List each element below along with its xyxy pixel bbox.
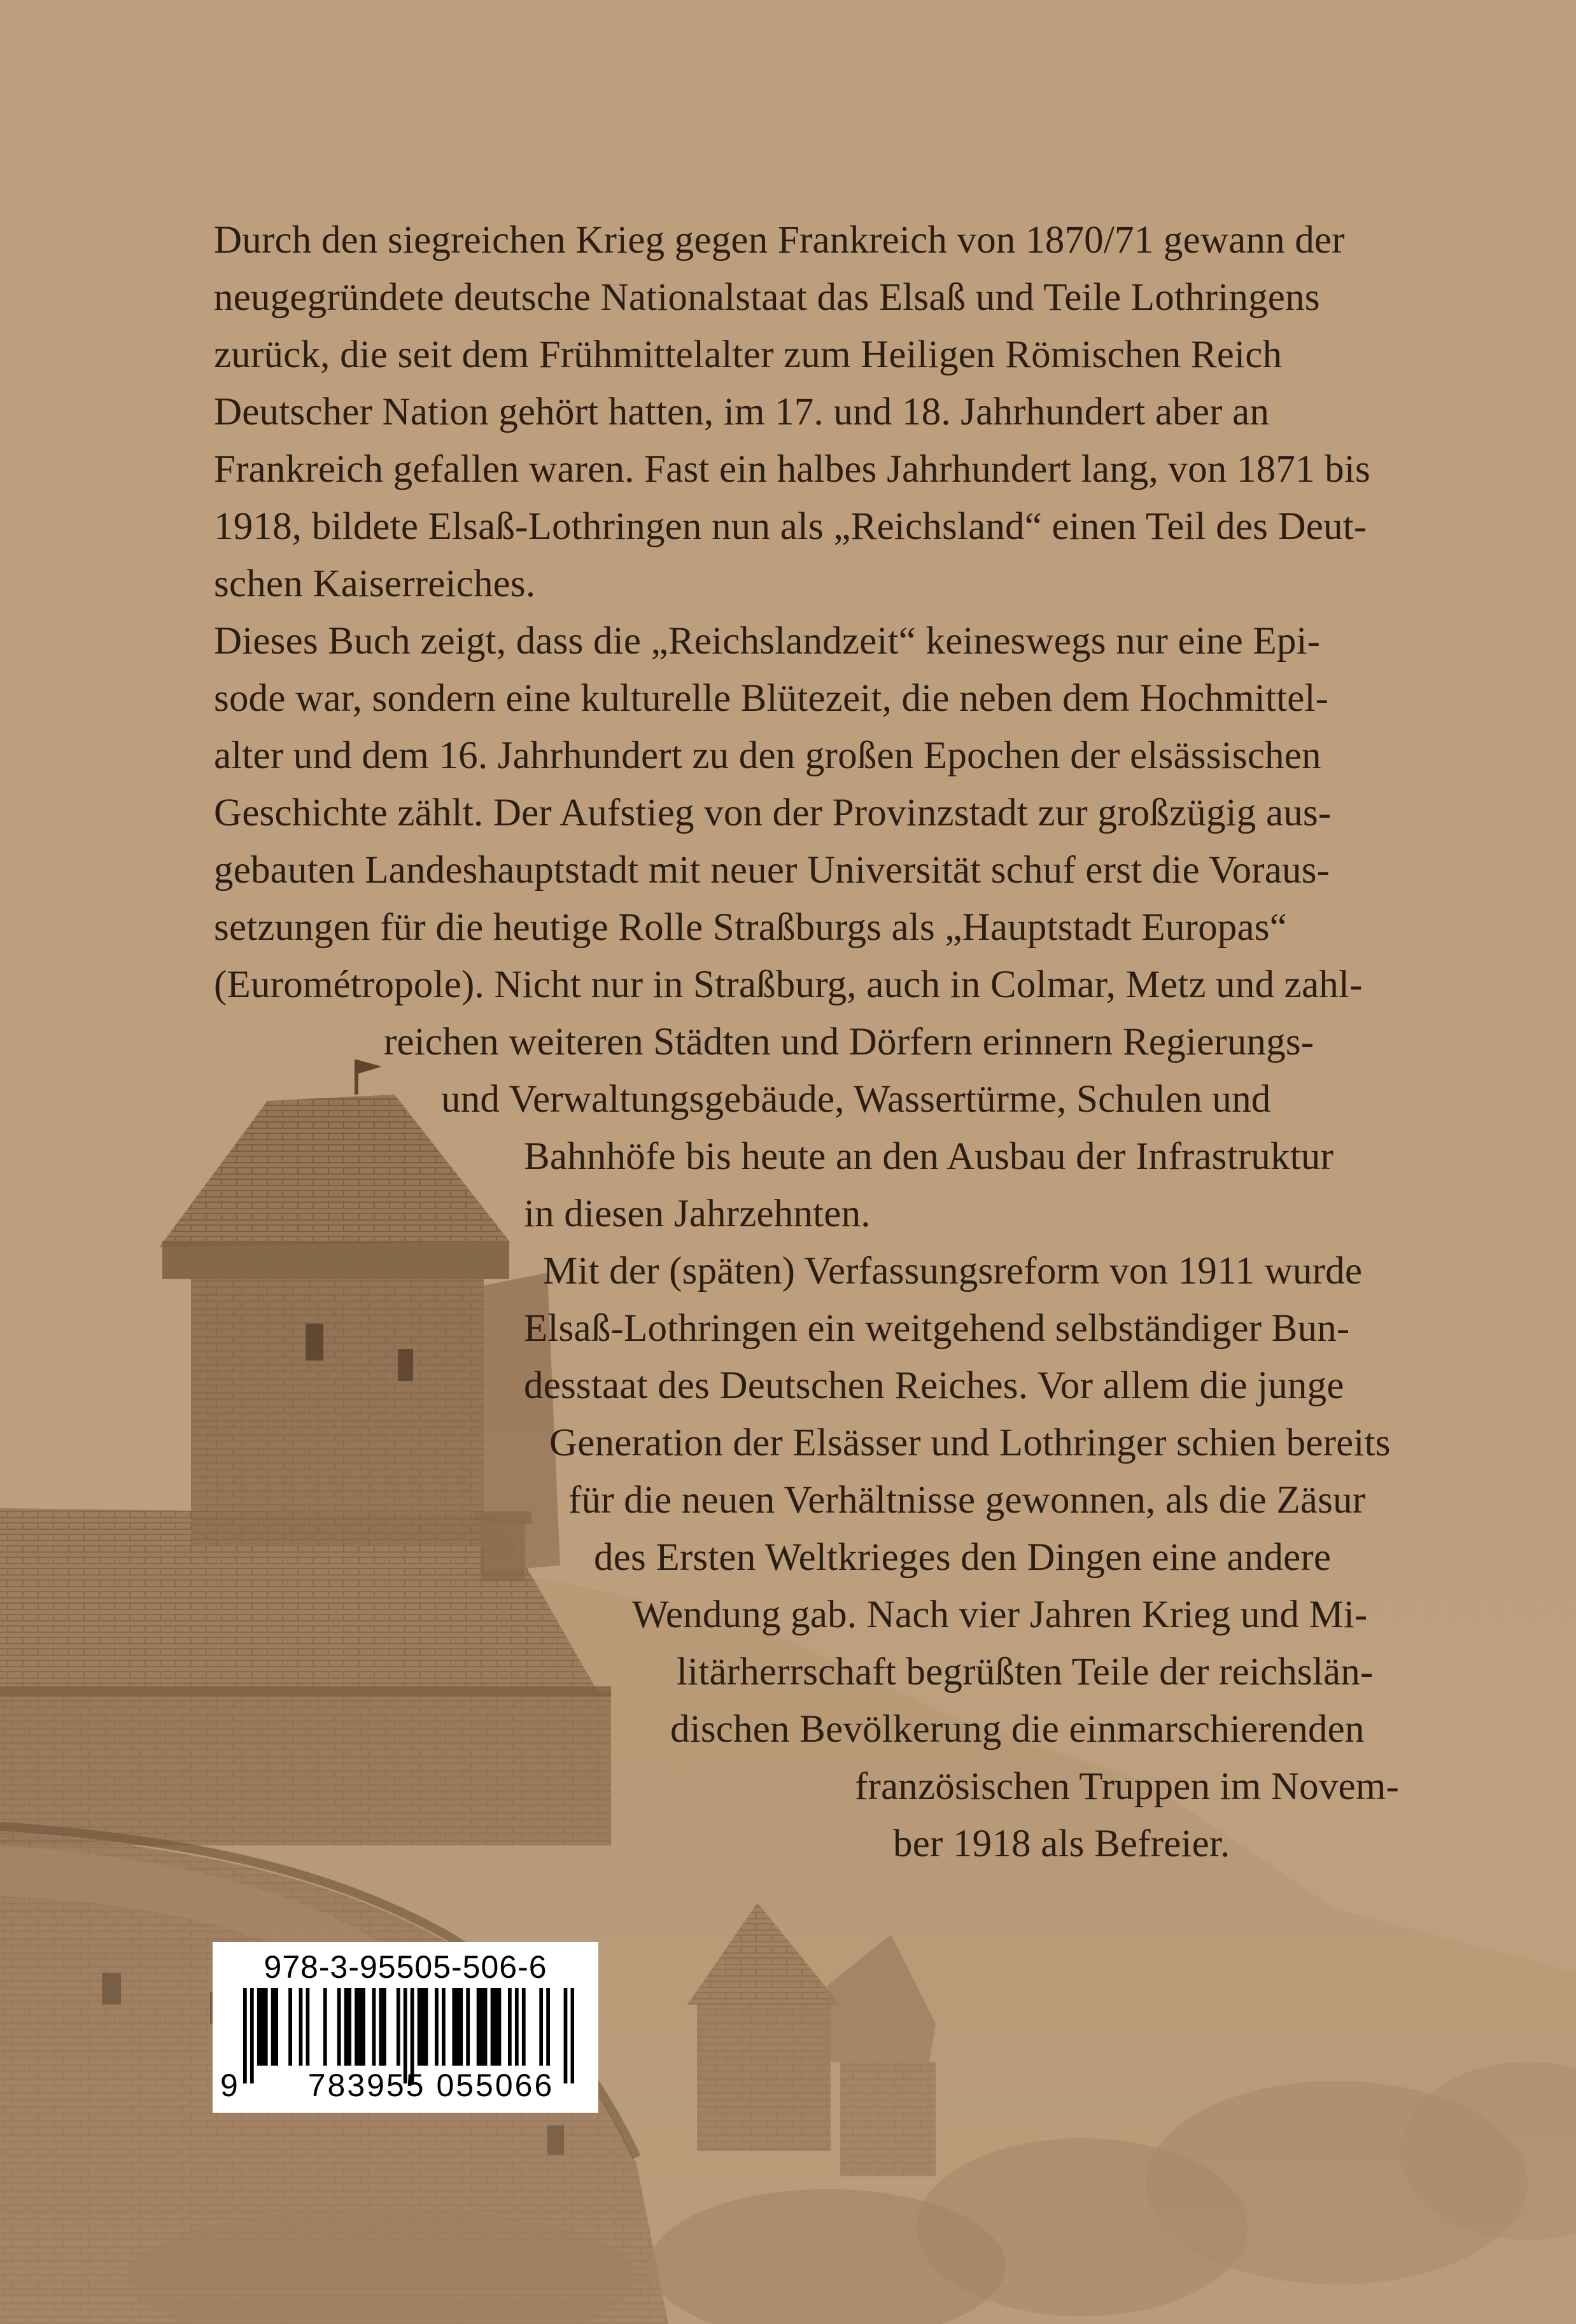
- blurb-line: (Eurométropole). Nicht nur in Straßburg, auch in Colmar, Metz und zahl-: [214, 963, 1363, 1006]
- blurb-line: französischen Truppen im Novem-: [855, 1765, 1399, 1808]
- barcode-bar: [456, 1988, 460, 2066]
- barcode-bar: [494, 1988, 498, 2066]
- blurb-line: dischen Bevölkerung die einmarschierenden: [670, 1708, 1365, 1751]
- blurb-line: und Verwaltungsgebäude, Wassertürme, Schulen und: [441, 1078, 1271, 1121]
- barcode-bar: [459, 1988, 463, 2066]
- barcode-bar: [250, 1988, 254, 2083]
- blurb-line: für die neuen Verhältnisse gewonnen, als die Zäsur: [568, 1479, 1366, 1522]
- barcode-bar: [288, 1988, 292, 2066]
- barcode-bar: [418, 1988, 421, 2066]
- barcode-bar: [323, 1988, 327, 2066]
- barcode-bar: [425, 1988, 428, 2066]
- barcode-bar: [480, 1988, 484, 2066]
- barcode-bar: [260, 1988, 264, 2066]
- blurb-line: Durch den siegreichen Krieg gegen Frankreich von 1870/71 gewann der: [214, 219, 1345, 262]
- barcode-bar: [348, 1988, 351, 2066]
- barcode-bar: [498, 1988, 502, 2066]
- isbn-label: 978-3-95505-506-6: [264, 1949, 547, 1985]
- barcode-bar: [491, 1988, 495, 2066]
- ean-digits: 783955 055066: [307, 2068, 554, 2103]
- blurb-line: in diesen Jahrzehnten.: [524, 1193, 871, 1235]
- barcode-bar: [344, 1988, 348, 2066]
- blurb-line: ber 1918 als Befreier.: [893, 1823, 1230, 1865]
- barcode-bar: [362, 1988, 365, 2066]
- barcode-bar: [306, 1988, 310, 2066]
- barcode-bar: [264, 1988, 268, 2066]
- blurb-line: Mit der (späten) Verfassungsreform von 1911 wurde: [543, 1250, 1363, 1292]
- blurb-line: Generation der Elsässer und Lothringer schien bereits: [549, 1422, 1391, 1464]
- barcode-bar: [257, 1988, 261, 2066]
- barcode-bar: [435, 1988, 439, 2066]
- blurb-line: Geschichte zählt. Der Aufstieg von der Provinzstadt zur großzügig aus-: [214, 792, 1332, 834]
- barcode-bar: [546, 1988, 550, 2066]
- barcode-bar: [372, 1988, 376, 2066]
- barcode-bar: [466, 1988, 470, 2066]
- blurb-line: schen Kaiserreiches.: [214, 563, 536, 605]
- barcode-bar: [397, 1988, 400, 2066]
- blurb-line: litärherrschaft begrüßten Teile der reichslän-: [677, 1651, 1374, 1693]
- isbn-barcode: [213, 1942, 598, 2113]
- barcode-bar: [442, 1988, 446, 2066]
- blurb-line: 1918, bildete Elsaß-Lothringen nun als „Reichsland“ einen Teil des Deut-: [214, 505, 1367, 548]
- blurb-line: desstaat des Deutschen Reiches. Vor allem die junge: [524, 1364, 1344, 1407]
- ean-first-digit: 9: [220, 2068, 238, 2103]
- blurb-line: des Ersten Weltkrieges den Dingen eine andere: [594, 1536, 1332, 1579]
- barcode-bar: [539, 1988, 543, 2066]
- blurb-line: sode war, sondern eine kulturelle Blütezeit, die neben dem Hochmittel-: [214, 677, 1329, 720]
- blurb-line: gebauten Landeshauptstadt mit neuer Universität schuf erst die Voraus-: [214, 849, 1330, 892]
- barcode-bar: [452, 1988, 456, 2066]
- blurb-line: Deutscher Nation gehört hatten, im 17. und 18. Jahrhundert aber an: [214, 391, 1270, 433]
- blurb-line: Frankreich gefallen waren. Fast ein halbes Jahrhundert lang, von 1871 bis: [214, 448, 1370, 491]
- barcode-bar: [379, 1988, 383, 2066]
- barcode-bar: [383, 1988, 386, 2066]
- barcode-bar: [355, 1988, 358, 2066]
- blurb-line: reichen weiteren Städten und Dörfern erinnern Regierungs-: [384, 1021, 1314, 1063]
- barcode-bar: [421, 1988, 425, 2066]
- blurb-line: setzungen für die heutige Rolle Straßburgs als „Hauptstadt Europas“: [214, 906, 1287, 949]
- barcode-bar: [515, 1988, 519, 2066]
- barcode-bar: [271, 1988, 275, 2066]
- barcode-bar: [337, 1988, 341, 2066]
- barcode-bar: [243, 1988, 247, 2083]
- barcode-bar: [358, 1988, 362, 2066]
- blurb-line: neugegründete deutsche Nationalstaat das Elsaß und Teile Lothringens: [214, 276, 1320, 319]
- blurb-line: Bahnhöfe bis heute an den Ausbau der Infrastruktur: [524, 1135, 1333, 1178]
- blurb-line: alter und dem 16. Jahrhundert zu den großen Epochen der elsässischen: [214, 734, 1321, 777]
- blurb-line: Elsaß-Lothringen ein weitgehend selbständiger Bun-: [524, 1307, 1350, 1350]
- blurb-line: Dieses Buch zeigt, dass die „Reichslandzeit“ keineswegs nur eine Epi-: [214, 620, 1321, 662]
- barcode-bar: [522, 1988, 526, 2066]
- barcode-bar: [508, 1988, 512, 2066]
- barcode-bar: [477, 1988, 481, 2066]
- barcode-bar: [274, 1988, 278, 2066]
- barcode-bar: [484, 1988, 488, 2066]
- blurb-line: zurück, die seit dem Frühmittelalter zum Heiligen Römischen Reich: [214, 333, 1283, 376]
- blurb-line: Wendung gab. Nach vier Jahren Krieg und Mi-: [632, 1593, 1368, 1636]
- barcode-bar: [299, 1988, 303, 2066]
